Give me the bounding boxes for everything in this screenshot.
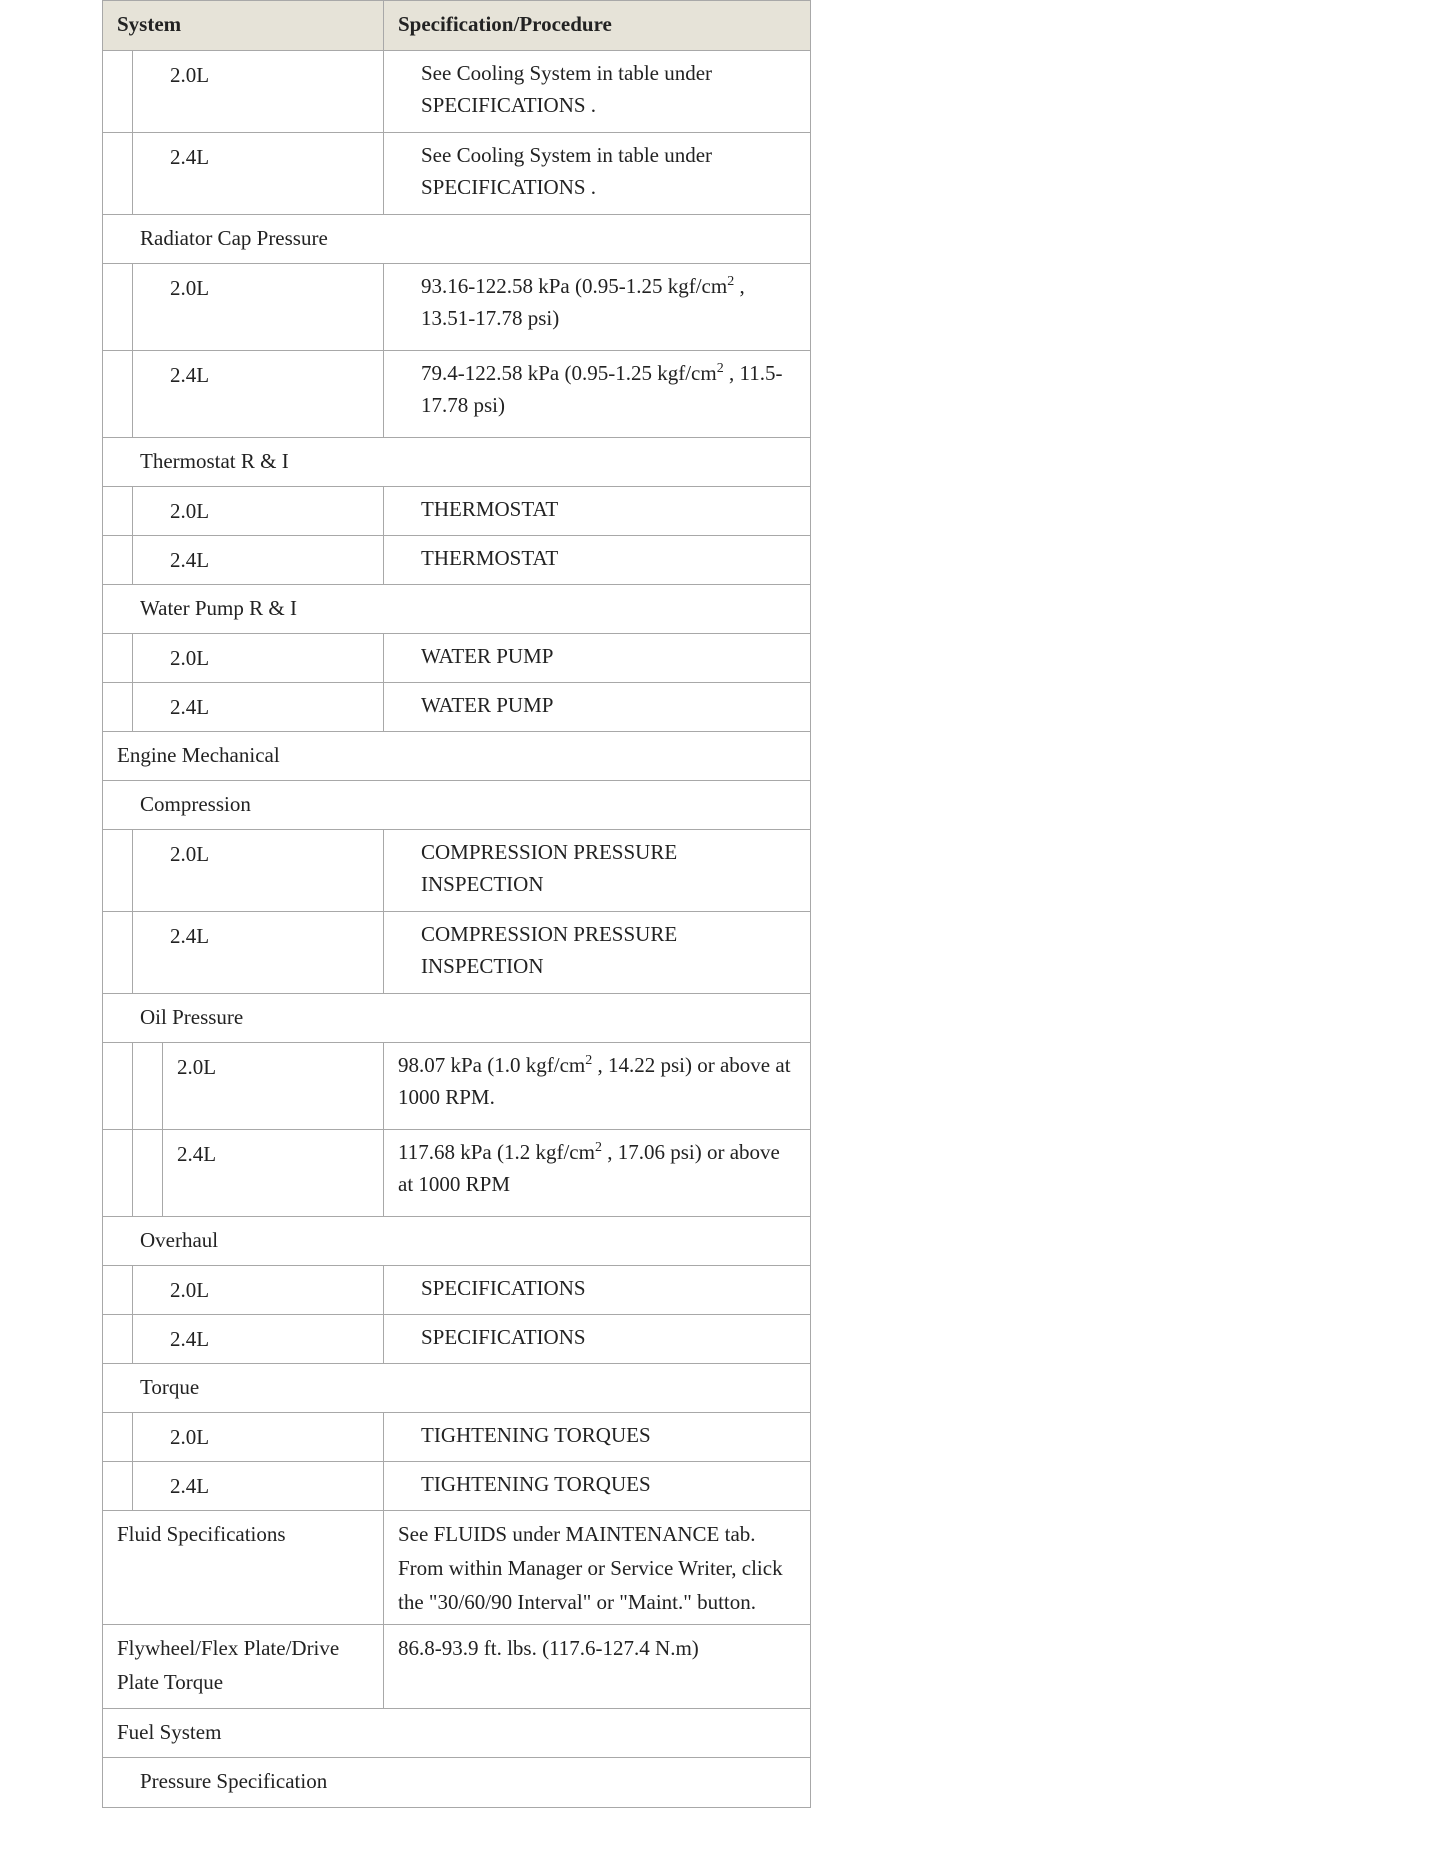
superscript: 2 [594, 1140, 602, 1155]
row-value: SPECIFICATIONS [421, 1325, 586, 1349]
row-label: Flywheel/Flex Plate/Drive Plate Torque [103, 1620, 384, 1708]
group-heading: Compression [103, 781, 810, 830]
indent-rail [103, 1315, 133, 1363]
group-heading: Oil Pressure [103, 994, 810, 1043]
table-row [103, 683, 810, 732]
specification-table [102, 0, 811, 1808]
table-row [103, 830, 810, 912]
table-row [103, 634, 810, 683]
row-label: 2.0L [133, 830, 384, 911]
superscript: 2 [585, 1053, 593, 1068]
row-label: 2.0L [133, 51, 384, 132]
value-text: , 14.22 psi) or above at 1000 RPM. [398, 1053, 791, 1109]
group-heading: Overhaul [103, 1217, 810, 1266]
indent-rail [103, 1266, 133, 1314]
row-value [384, 259, 810, 350]
row-value: WATER PUMP [421, 693, 554, 717]
table-row [103, 264, 810, 351]
row-label: 2.0L [163, 1043, 384, 1129]
indent-rail [103, 912, 133, 993]
row-value: TIGHTENING TORQUES [421, 1423, 651, 1447]
group-heading: Pressure Specification [140, 1769, 328, 1793]
table-row [103, 51, 810, 133]
row-label: 2.4L [133, 536, 384, 584]
row-value: THERMOSTAT [421, 546, 559, 570]
section-heading: Engine Mechanical [103, 732, 810, 781]
group-heading: Torque [103, 1364, 810, 1413]
indent-rail [103, 1130, 133, 1216]
group-heading: Thermostat R & I [103, 438, 810, 487]
value-text: 117.68 kPa (1.2 kgf/cm [398, 1140, 595, 1164]
table-row [103, 912, 810, 994]
indent-rail [133, 1130, 163, 1216]
row-label: 2.4L [133, 1462, 384, 1510]
value-text: , 11.5-17.78 psi) [421, 361, 783, 417]
row-value: TIGHTENING TORQUES [421, 1472, 651, 1496]
header-spec: Specification/Procedure [398, 12, 612, 36]
indent-rail [103, 1413, 133, 1461]
indent-rail [103, 1462, 133, 1510]
row-label: 2.4L [133, 912, 384, 993]
table-row [103, 1266, 810, 1315]
row-value [384, 1125, 810, 1216]
row-label: 2.0L [133, 634, 384, 682]
header-system: System [103, 1, 384, 50]
row-label: 2.4L [133, 683, 384, 731]
indent-rail [103, 634, 133, 682]
value-text: 93.16-122.58 kPa (0.95-1.25 kgf/cm [421, 274, 728, 298]
indent-rail [103, 830, 133, 911]
row-value: See FLUIDS under MAINTENANCE tab. From within Manager or Service Writer, click the "30/60/90 Interval" or "Maint." button. [398, 1522, 783, 1614]
table-row [103, 1625, 810, 1709]
indent-rail [103, 51, 133, 132]
table-row [103, 1511, 810, 1625]
row-value: See Cooling System in table under SPECIFICATIONS . [421, 143, 713, 199]
row-label: 2.4L [133, 133, 384, 214]
value-text: , 13.51-17.78 psi) [421, 274, 745, 330]
value-text: , 17.06 psi) or above at 1000 RPM [398, 1140, 780, 1196]
superscript: 2 [716, 361, 724, 376]
indent-rail [103, 264, 133, 350]
indent-rail [103, 683, 133, 731]
row-label: 2.0L [133, 264, 384, 350]
table-row [103, 536, 810, 585]
row-label: Fluid Specifications [103, 1506, 384, 1624]
row-value: See Cooling System in table under SPECIFICATIONS . [421, 61, 713, 117]
row-value: SPECIFICATIONS [421, 1276, 586, 1300]
table-row [103, 1462, 810, 1511]
group-heading: Radiator Cap Pressure [103, 215, 810, 264]
indent-rail [103, 536, 133, 584]
table-row [103, 351, 810, 438]
indent-rail [103, 1043, 133, 1129]
table-row [103, 133, 810, 215]
row-value: COMPRESSION PRESSURE INSPECTION [421, 922, 678, 978]
indent-rail [133, 1043, 163, 1129]
value-text: 98.07 kPa (1.0 kgf/cm [398, 1053, 586, 1077]
row-value: COMPRESSION PRESSURE INSPECTION [421, 840, 678, 896]
row-value: 86.8-93.9 ft. lbs. (117.6-127.4 N.m) [398, 1636, 699, 1660]
row-label: 2.0L [133, 1413, 384, 1461]
group-heading: Water Pump R & I [103, 585, 810, 634]
section-heading: Fuel System [103, 1709, 810, 1758]
row-value: THERMOSTAT [421, 497, 559, 521]
table-row [103, 1315, 810, 1364]
table-row [103, 1130, 810, 1217]
table-row [103, 1413, 810, 1462]
table-row [103, 487, 810, 536]
indent-rail [103, 351, 133, 437]
row-value: WATER PUMP [421, 644, 554, 668]
indent-rail [103, 133, 133, 214]
indent-rail [103, 487, 133, 535]
row-label: 2.4L [133, 351, 384, 437]
row-value [384, 1038, 810, 1129]
table-header [103, 1, 810, 51]
row-label: 2.0L [133, 1266, 384, 1314]
row-label: 2.4L [133, 1315, 384, 1363]
row-label: 2.4L [163, 1130, 384, 1216]
superscript: 2 [727, 274, 735, 289]
row-label: 2.0L [133, 487, 384, 535]
value-text: 79.4-122.58 kPa (0.95-1.25 kgf/cm [421, 361, 717, 385]
row-value [384, 346, 810, 437]
table-row [103, 1043, 810, 1130]
